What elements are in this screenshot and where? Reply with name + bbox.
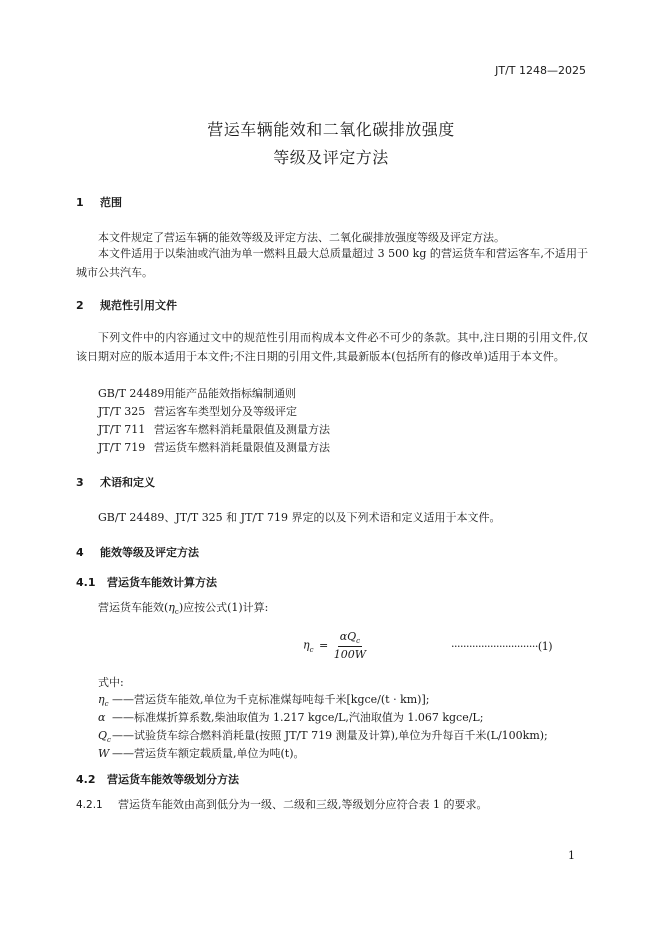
definition-text: ——营运货车额定载质量,单位为吨(t)。 <box>112 747 305 760</box>
subsection-4-2-heading <box>76 771 239 787</box>
reference-item <box>98 384 296 403</box>
section-3-paragraph-1: GB/T 24489、JT/T 325 和 JT/T 719 界定的以及下列术语和定义适用于本文件。 <box>98 511 501 524</box>
definition-text: ——营运货车能效,单位为千克标准煤每吨每千米[kgce/(t · km)]; <box>112 693 430 706</box>
page-number: 1 <box>568 849 575 862</box>
clause-4-2-1 <box>76 795 488 815</box>
efficiency-subscript: c <box>174 608 179 617</box>
reference-title: 营运货车燃料消耗量限值及测量方法 <box>154 441 330 454</box>
section-title: 规范性引用文件 <box>100 299 177 312</box>
formula-denominator: 100W <box>333 648 367 662</box>
section-title: 能效等级及评定方法 <box>100 546 199 559</box>
subsection-number: 4.1 <box>76 576 96 589</box>
formula-label: ·····························(1) <box>451 640 552 653</box>
reference-item <box>98 402 297 421</box>
definition-symbol: W <box>98 747 110 760</box>
efficiency-symbol: η <box>168 601 175 614</box>
numerator-subscript: c <box>356 637 361 646</box>
section-2-paragraph-1: 下列文件中的内容通过文中的规范性引用而构成本文件必不可少的条款。其中,注日期的引用文件,仅该日期对应的版本适用于本文件;不注日期的引用文件,其最新版本(包括所有的修改单)适用于本文件。 <box>76 331 588 363</box>
clause-number: 4.2.1 <box>76 799 103 811</box>
definition-symbol: $Q_c$ <box>98 729 111 745</box>
reference-code: JT/T 711 <box>98 423 146 436</box>
section-1-paragraph-2: 本文件适用于以柴油或汽油为单一燃料且最大总质量超过 3 500 kg 的营运货车和营运客车,不适用于城市公共汽车。 <box>76 247 588 279</box>
section-title: 范围 <box>100 196 122 209</box>
clause-text: 营运货车能效由高到低分为一级、二级和三级,等级划分应符合表 1 的要求。 <box>118 798 488 811</box>
document-title-line2: 等级及评定方法 <box>273 148 389 167</box>
intro-text-b: )应按公式(1)计算: <box>178 601 269 614</box>
section-1-heading <box>76 194 122 210</box>
section-number: 1 <box>76 196 84 209</box>
subsection-4-1-heading <box>76 574 217 590</box>
reference-title: 用能产品能效指标编制通则 <box>164 387 296 400</box>
formula-numerator <box>338 630 362 647</box>
where-label: 式中: <box>98 676 124 689</box>
definition-text: ——标准煤折算系数,柴油取值为 1.217 kgce/L,汽油取值为 1.067 kgce/L; <box>112 711 484 724</box>
reference-title: 营运客车燃料消耗量限值及测量方法 <box>154 423 330 436</box>
formula-intro <box>98 598 268 622</box>
subsection-number: 4.2 <box>76 773 96 786</box>
section-2-heading <box>76 297 177 313</box>
section-4-heading <box>76 544 199 560</box>
formula-1 <box>303 630 366 661</box>
subsection-title: 营运货车能效等级划分方法 <box>107 773 239 786</box>
reference-code: JT/T 719 <box>98 441 146 454</box>
definition-symbol: $\eta_c$ <box>98 693 109 709</box>
section-1-paragraph-1: 本文件规定了营运车辆的能效等级及评定方法、二氧化碳排放强度等级及评定方法。 <box>98 231 505 244</box>
reference-code: JT/T 325 <box>98 405 146 418</box>
section-3-heading <box>76 474 155 490</box>
section-number: 4 <box>76 546 84 559</box>
section-number: 3 <box>76 476 84 489</box>
formula-fraction <box>334 630 366 661</box>
reference-title: 营运客车类型划分及等级评定 <box>154 405 297 418</box>
definition-item <box>98 744 305 768</box>
subsection-title: 营运货车能效计算方法 <box>107 576 217 589</box>
reference-item <box>98 438 330 457</box>
definition-text: ——试验货车综合燃料消耗量(按照 JT/T 719 测量及计算),单位为升每百千米(L/100km); <box>112 729 548 742</box>
reference-code: GB/T 24489 <box>98 387 165 400</box>
formula-equals: = <box>319 638 329 652</box>
reference-item <box>98 420 330 439</box>
numerator-text: αQ <box>339 630 357 643</box>
document-title-line1: 营运车辆能效和二氧化碳排放强度 <box>207 120 455 139</box>
section-title: 术语和定义 <box>100 476 155 489</box>
formula-lhs-subscript: c <box>309 645 314 654</box>
standard-code: JT/T 1248—2025 <box>495 64 586 77</box>
intro-text-a: 营运货车能效( <box>98 601 169 614</box>
section-number: 2 <box>76 299 84 312</box>
formula-lhs: η <box>303 638 310 652</box>
definition-symbol: α <box>98 711 106 724</box>
